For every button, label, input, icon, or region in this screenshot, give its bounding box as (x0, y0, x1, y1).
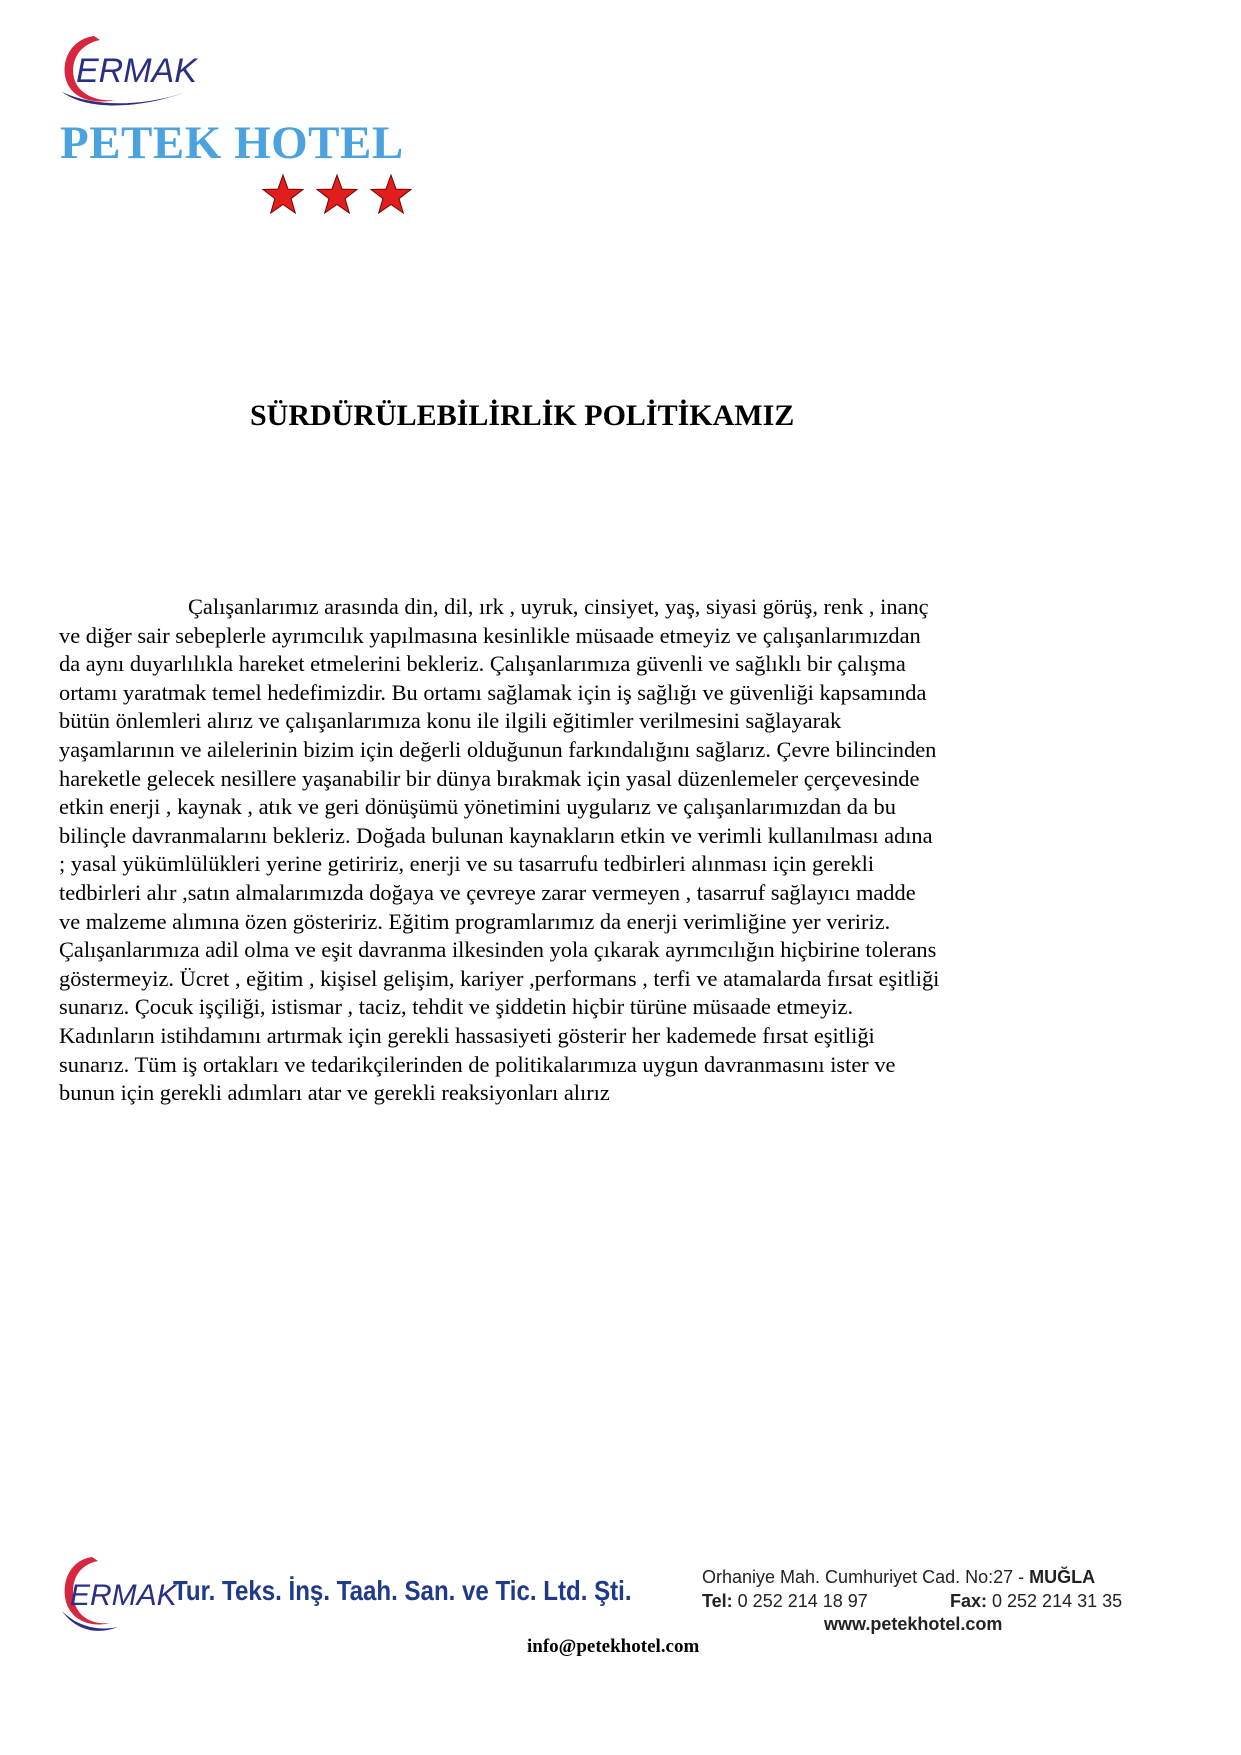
body-line: Kadınların istihdamını artırmak için gerekli hassasiyeti gösterir her kademede fırsat eşitliği (59, 1022, 875, 1048)
body-line: yaşamlarının ve ailelerinin bizim için değerli olduğunun farkındalığını sağlarız. Çevre bilincinden (59, 736, 937, 762)
body-line: göstermeyiz. Ücret , eğitim , kişisel gelişim, kariyer ,performans , terfi ve atamalarda fırsat eşitliği (59, 965, 940, 991)
address-street: Orhaniye Mah. Cumhuriyet Cad. No:27 - (702, 1567, 1030, 1587)
tel-value: 0 252 214 18 97 (732, 1591, 868, 1611)
body-line: Çalışanlarımız arasında din, dil, ırk , uyruk, cinsiyet, yaş, siyasi görüş, renk , inanç (188, 594, 929, 619)
body-line: Çalışanlarımıza adil olma ve eşit davranma ilkesinden yola çıkarak ayrımcılığın hiçbirine tolerans (59, 937, 937, 963)
tel-label: Tel: (702, 1591, 733, 1611)
star-icon (317, 175, 357, 213)
body-line: hareketle gelecek nesillere yaşanabilir bir dünya bırakmak için yasal düzenlemeler çerçevesinde (59, 765, 920, 791)
address-line (702, 1567, 1095, 1588)
body-line: sunarız. Tüm iş ortakları ve tedarikçilerinden de politikalarımıza uygun davranmasını ister ve (59, 1051, 896, 1077)
body-line: bütün önlemleri alırız ve çalışanlarımıza konu ile ilgili eğitimler verilmesini sağlayarak (59, 708, 842, 734)
ermak-logo-icon (56, 30, 216, 112)
document-title: SÜRDÜRÜLEBİLİRLİK POLİTİKAMIZ (250, 399, 795, 432)
company-name: Tur. Teks. İnş. Taah. San. ve Tic. Ltd. Şti. (173, 1575, 632, 1606)
body-line: ve diğer sair sebeplerle ayrımcılık yapılmasına kesinlikle müsaade etmeyiz ve çalışanlarımızdan (59, 622, 921, 648)
rating-stars (262, 170, 422, 220)
ermak-logo (56, 30, 216, 112)
star-icon (263, 175, 303, 213)
body-line: ; yasal yükümlülükleri yerine getiririz, enerji ve su tasarrufu tedbirleri alınması için gerekli (59, 851, 875, 877)
address-city: MUĞLA (1029, 1567, 1096, 1587)
star-icon (371, 175, 411, 213)
footer-logo (58, 1553, 177, 1635)
policy-body (59, 593, 1089, 1108)
body-line: ve malzeme alımına özen gösteririz. Eğitim programlarımız da enerji verimliğine yer veririz. (59, 908, 891, 934)
body-line: etkin enerji , kaynak , atık ve geri dönüşümü yönetimini uygularız ve çalışanlarımızdan da bu (59, 794, 896, 820)
hotel-name: PETEK HOTEL (60, 117, 404, 169)
body-line: ortamı yaratmak temel hedefimizdir. Bu ortamı sağlamak için iş sağlığı ve güvenliği kapsamında (59, 679, 927, 705)
ermak-footer-icon (58, 1553, 177, 1635)
body-line: bunun için gerekli adımları atar ve gerekli reaksiyonları alırız (59, 1080, 610, 1106)
svg-text:ERMAK: ERMAK (76, 52, 197, 90)
body-line: da aynı duyarlılıkla hareket etmelerini bekleriz. Çalışanlarımıza güvenli ve sağlıklı bir çalışma (59, 651, 906, 677)
fax-label: Fax: (950, 1591, 988, 1611)
email-link[interactable]: info@petekhotel.com (527, 1636, 700, 1657)
fax-value: 0 252 214 31 35 (987, 1591, 1123, 1611)
body-line: bilinçle davranmalarını bekleriz. Doğada bulunan kaynakların etkin ve verimli kullanılması adına (59, 822, 933, 848)
tel-line (702, 1591, 868, 1612)
body-line: sunarız. Çocuk işçiliği, istismar , taciz, tehdit ve şiddetin hiçbir türüne müsaade etmeyiz. (59, 994, 854, 1020)
body-line: tedbirleri alır ,satın almalarımızda doğaya ve çevreye zarar vermeyen , tasarruf sağlayıcı madde (59, 879, 916, 905)
fax-line (950, 1591, 1122, 1612)
website-link[interactable]: www.petekhotel.com (824, 1614, 1003, 1634)
svg-text:ERMAK: ERMAK (70, 1579, 177, 1612)
